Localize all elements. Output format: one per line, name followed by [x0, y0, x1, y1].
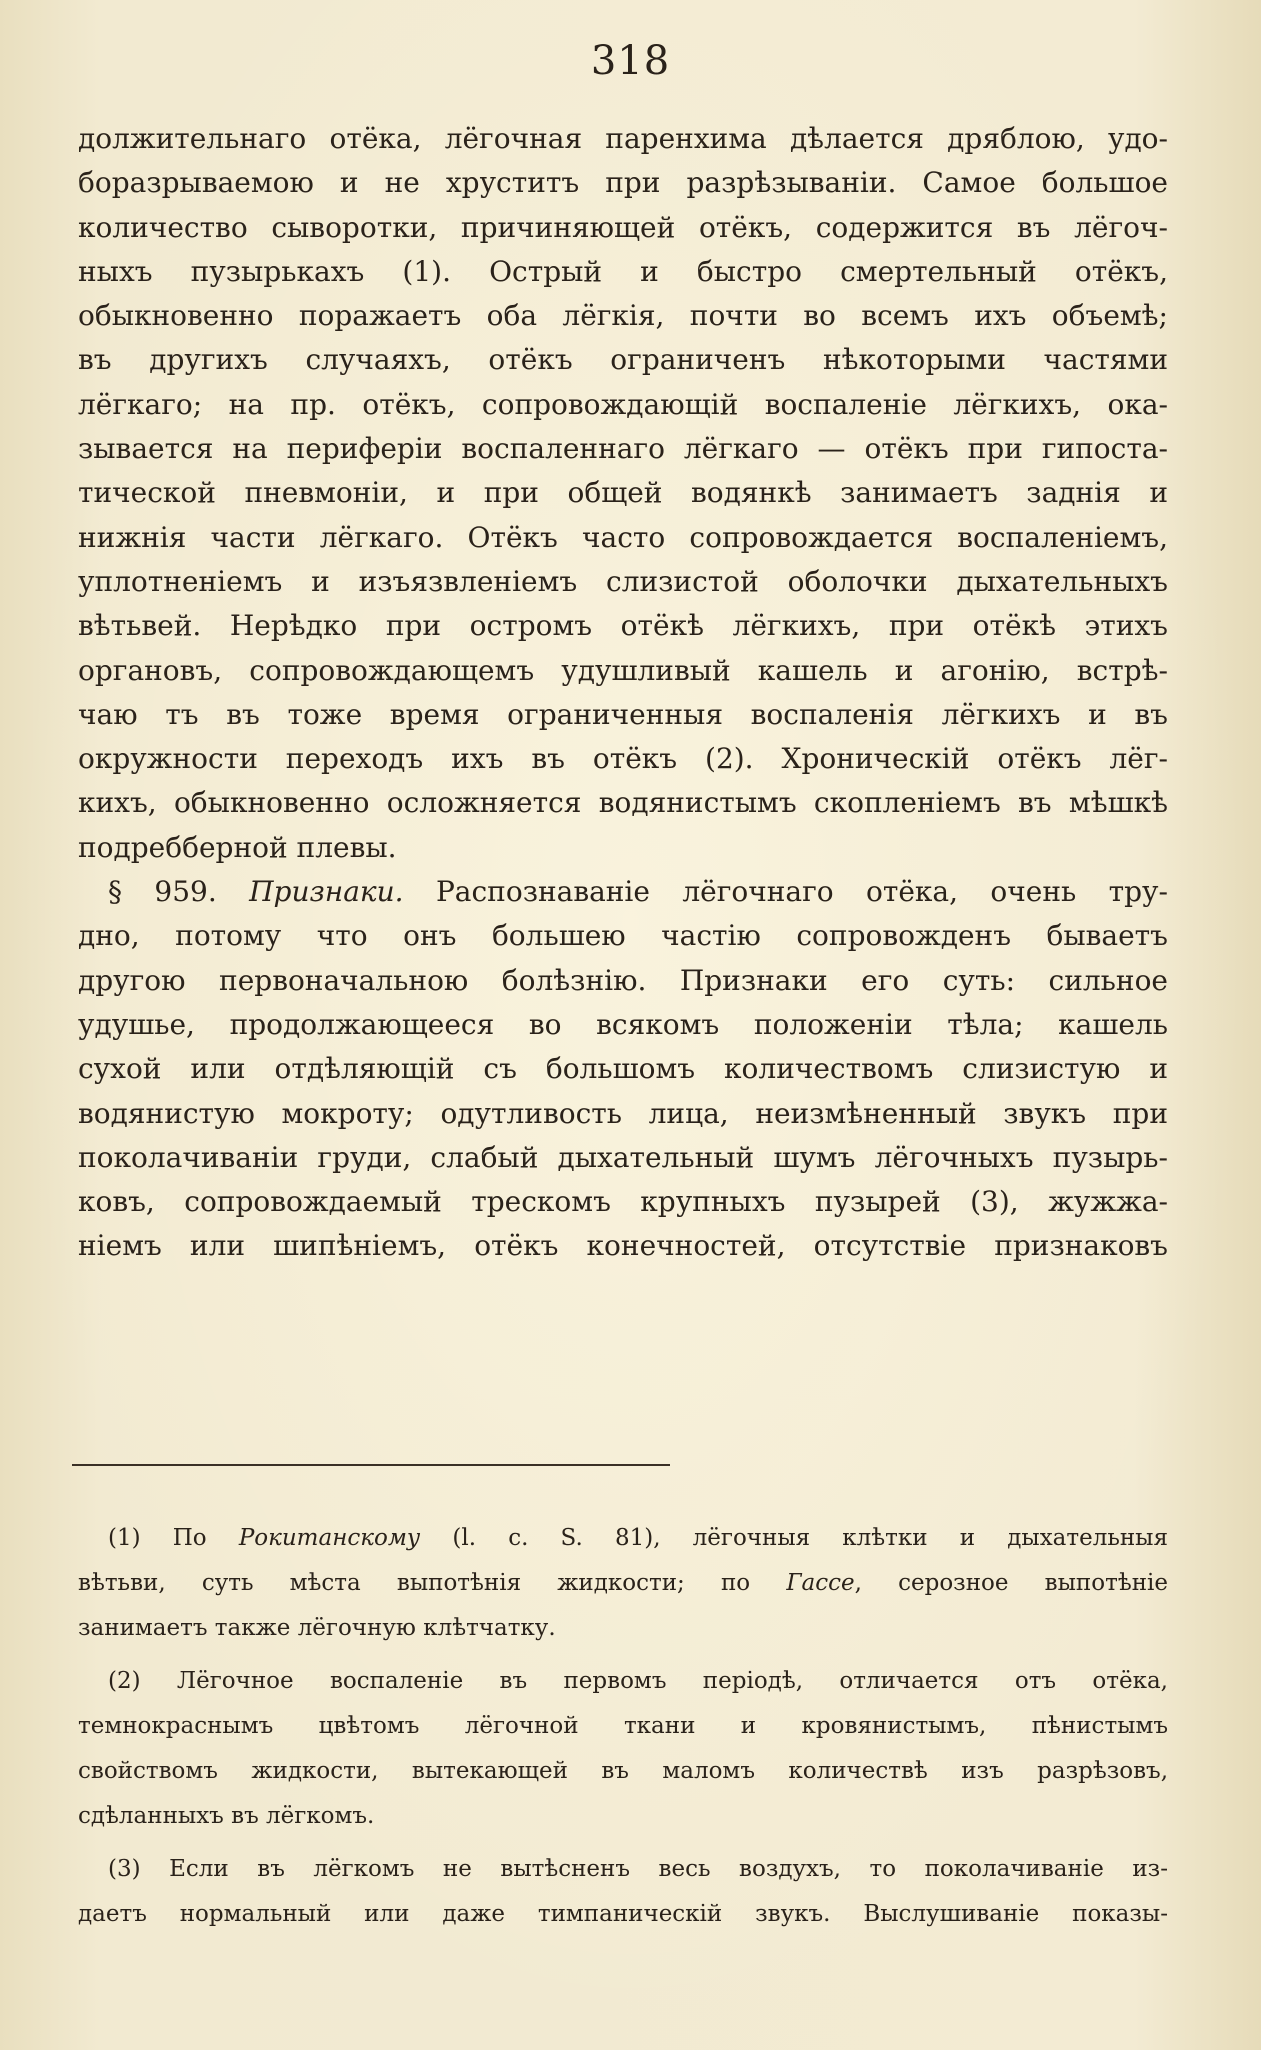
text-line: окружности переходъ ихъ въ отёкъ (2). Хроническій отёкъ лёг-: [78, 742, 1168, 776]
footnote-line: занимаетъ также лёгочную клѣтчатку.: [78, 1615, 556, 1641]
section-first-line: Распознаваніе лёгочнаго отёка, очень тру-: [435, 875, 1168, 909]
footnote-line: (3) Если въ лёгкомъ не вытѣсненъ весь воздухъ, то поколачиваніе из-: [108, 1856, 1168, 1882]
text-line: боразрываемою и не хруститъ при разрѣзываніи. Самое большое: [78, 166, 1168, 200]
text-line: водянистую мокроту; одутливость лица, неизмѣненный звукъ при: [78, 1096, 1168, 1130]
page-number: 318: [590, 38, 671, 84]
footnote-1: [78, 1516, 1168, 1651]
author-name: Гассе: [786, 1570, 855, 1596]
text-line: дно, потому что онъ большею частію сопровожденъ бываетъ: [78, 919, 1168, 953]
footnote-2: [78, 1659, 1168, 1839]
text-line: зывается на периферіи воспаленнаго лёгкаго — отёкъ при гипоста-: [78, 432, 1168, 466]
main-text: [78, 117, 1168, 1269]
section-title: Признаки.: [249, 875, 404, 909]
text-line: уплотненіемъ и изъязвленіемъ слизистой оболочки дыхательныхъ: [78, 564, 1168, 598]
author-name: Рокитанскому: [238, 1525, 421, 1551]
footnote-divider: [72, 1464, 670, 1466]
footnote-line: свойствомъ жидкости, вытекающей въ маломъ количествѣ изъ разрѣзовъ,: [78, 1758, 1168, 1784]
text-line: вѣтьвей. Нерѣдко при остромъ отёкѣ лёгкихъ, при отёкѣ этихъ: [78, 609, 1168, 643]
text-line: сухой или отдѣляющій съ большомъ количествомъ слизистую и: [78, 1052, 1168, 1086]
text-line: ніемъ или шипѣніемъ, отёкъ конечностей, отсутствіе признаковъ: [78, 1229, 1168, 1263]
text-line: нижнія части лёгкаго. Отёкъ часто сопровождается воспаленіемъ,: [78, 520, 1168, 554]
text-line: обыкновенно поражаетъ оба лёгкія, почти во всемъ ихъ объемѣ;: [78, 299, 1168, 333]
text-line: ныхъ пузырькахъ (1). Острый и быстро смертельный отёкъ,: [78, 254, 1168, 288]
section-heading-line: [78, 870, 1168, 914]
text-line: чаю тъ въ тоже время ограниченныя воспаленія лёгкихъ и въ: [78, 697, 1168, 731]
text-line: ковъ, сопровождаемый трескомъ крупныхъ пузырей (3), жужжа-: [78, 1185, 1168, 1219]
footnote-line: (1) По Рокитанскому (l. c. S. 81), лёгочныя клѣтки и дыхательныя: [108, 1525, 1168, 1551]
footnote-line: даетъ нормальный или даже тимпаническій звукъ. Выслушиваніе показы-: [78, 1901, 1168, 1927]
footnotes: [78, 1516, 1168, 1945]
text-line: органовъ, сопровождающемъ удушливый кашель и агонію, встрѣ-: [78, 653, 1168, 687]
footnote-line: темнокраснымъ цвѣтомъ лёгочной ткани и кровянистымъ, пѣнистымъ: [78, 1713, 1168, 1739]
text-line: кихъ, обыкновенно осложняется водянистымъ скопленіемъ въ мѣшкѣ: [78, 786, 1168, 820]
text-line: поколачиваніи груди, слабый дыхательный шумъ лёгочныхъ пузырь-: [78, 1140, 1168, 1174]
section-number: § 959.: [108, 875, 217, 909]
footnote-line: (2) Лёгочное воспаленіе въ первомъ періодѣ, отличается отъ отёка,: [108, 1668, 1168, 1694]
text-line: должительнаго отёка, лёгочная паренхима дѣлается дряблою, удо-: [78, 122, 1168, 155]
text-line: удушье, продолжающееся во всякомъ положеніи тѣла; кашель: [78, 1007, 1168, 1041]
text-line: подребберной плевы.: [78, 830, 397, 864]
text-line: тической пневмоніи, и при общей водянкѣ занимаетъ заднія и: [78, 476, 1168, 510]
text-line: въ другихъ случаяхъ, отёкъ ограниченъ нѣкоторыми частями: [78, 343, 1168, 377]
text-line: количество сыворотки, причиняющей отёкъ, содержится въ лёгоч-: [78, 210, 1168, 244]
text-line: другою первоначальною болѣзнію. Признаки его суть: сильное: [78, 963, 1168, 997]
footnote-line: вѣтьви, суть мѣста выпотѣнія жидкости; по Гассе, серозное выпотѣніе: [78, 1570, 1168, 1596]
footnote-line: сдѣланныхъ въ лёгкомъ.: [78, 1803, 375, 1829]
footnote-3: [78, 1847, 1168, 1937]
text-line: лёгкаго; на пр. отёкъ, сопровождающій воспаленіе лёгкихъ, ока-: [78, 387, 1168, 421]
